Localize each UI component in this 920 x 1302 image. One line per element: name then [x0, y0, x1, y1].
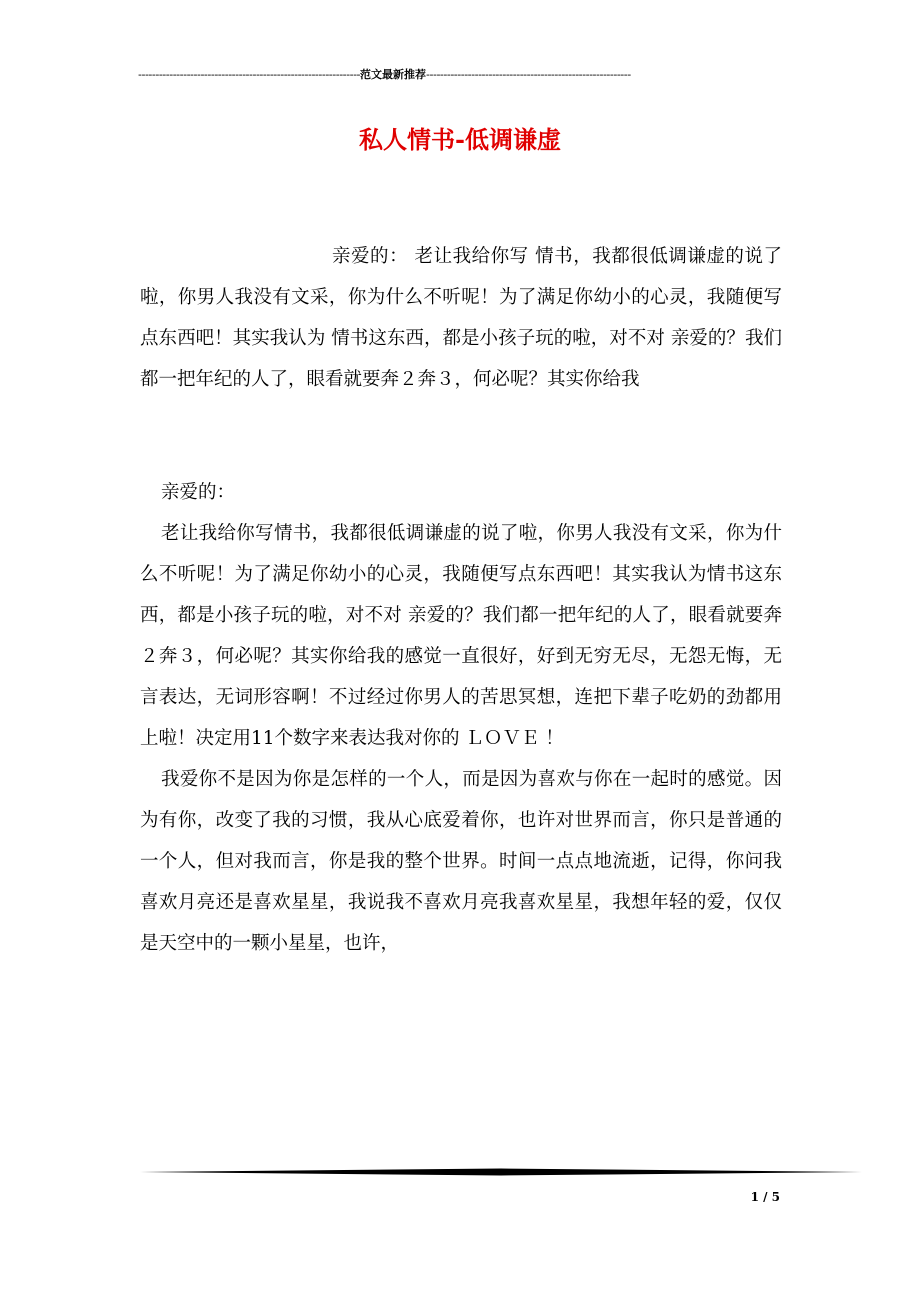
header-label: 范文最新推荐	[360, 68, 427, 81]
footer-rule	[140, 1168, 862, 1176]
page-number: 1 / 5	[750, 1190, 780, 1204]
document-body	[140, 236, 782, 964]
body-paragraph: 我爱你不是因为你是怎样的一个人，而是因为喜欢与你在一起时的感觉。因为有你，改变了我的习惯，我从心底爱着你，也许对世界而言，你只是普通的一个人，但对我而言，你是我的整个世界。时间一点点地流逝，记得，你问我喜欢月亮还是喜欢星星，我说我不喜欢月亮我喜欢星星，我想年轻的爱，仅仅是天空中的一颗小星星，也许，	[140, 769, 782, 954]
paragraph-gap	[140, 400, 782, 472]
body-paragraph: 老让我给你写情书，我都很低调谦虚的说了啦，你男人我没有文采，你为什么不听呢！为了满足你幼小的心灵，我随便写点东西吧！其实我认为情书这东西，都是小孩子玩的啦，对不对 亲爱的？我们都一把年纪的人了，眼看就要奔２奔３，何必呢？其实你给我的感觉一直很好，好到无穷无尽，无怨无悔，无言表达，无词形容啊！不过经过你男人的苦思冥想，连把下辈子吃奶的劲都用上啦！决定用11个数字来表达我对你的 ＬＯＶＥ ！	[140, 523, 782, 749]
salutation: 亲爱的：	[161, 482, 236, 503]
header-banner	[138, 68, 768, 82]
intro-paragraph: 亲爱的： 老让我给你写 情书，我都很低调谦虚的说了啦，你男人我没有文采，你为什么不听呢！为了满足你幼小的心灵，我随便写点东西吧！其实我认为 情书这东西，都是小孩子玩的啦，对不对 亲爱的？我们都一把年纪的人了，眼看就要奔２奔３，何必呢？其实你给我	[140, 246, 782, 390]
header-dashes-right: -----------------------------------------------------------	[426, 68, 631, 81]
document-title: 私人情书-低调谦虚	[359, 125, 561, 154]
header-dashes-left: ----------------------------------------------------------------	[138, 68, 361, 81]
